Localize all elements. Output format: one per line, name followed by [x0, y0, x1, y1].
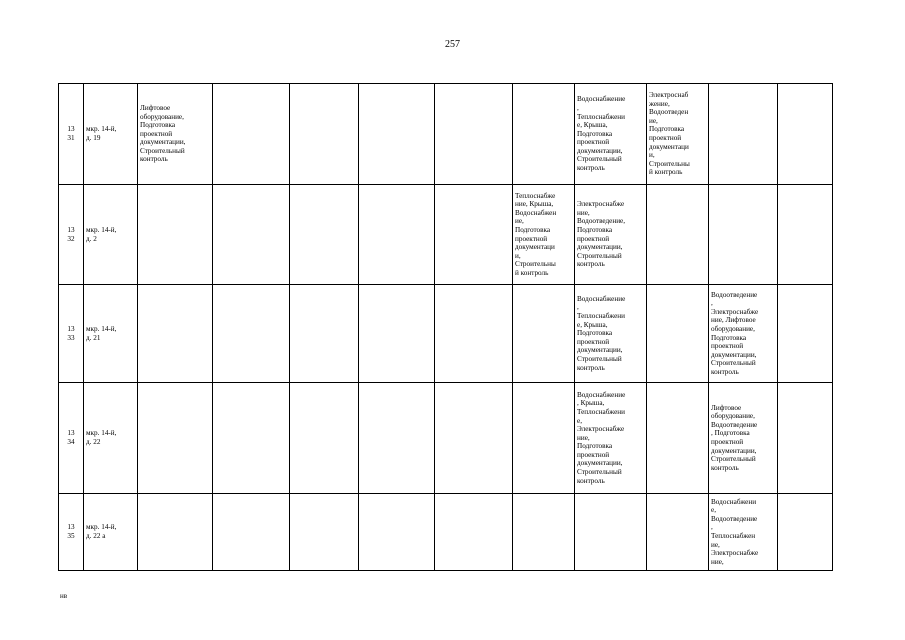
table-row — [59, 285, 833, 383]
work-cell: Водоснабжение , Теплоснабжени е, Крыша, Подготовка проектной документации, Строительный контроль — [575, 285, 647, 383]
work-cell: Водоснабжени е, Водоотведение , Теплоснабжен ие, Электроснабже ние, — [709, 494, 778, 571]
work-cell — [359, 285, 435, 383]
work-cell: Лифтовое оборудование, Подготовка проектной документации, Строительный контроль — [138, 84, 213, 185]
work-cell: Электроснаб жение, Водоотведен ие, Подготовка проектной документаци и, Строительны й контроль — [647, 84, 709, 185]
table-row — [59, 185, 833, 285]
table-row — [59, 84, 833, 185]
work-cell — [435, 383, 513, 494]
work-cell: Лифтовое оборудование, Водоотведение , Подготовка проектной документации, Строительный контроль — [709, 383, 778, 494]
work-cell — [778, 494, 833, 571]
work-cell — [778, 383, 833, 494]
work-cell — [778, 285, 833, 383]
row-number-cell: 13 31 — [59, 84, 84, 185]
work-cell — [138, 185, 213, 285]
work-cell — [435, 285, 513, 383]
work-cell — [647, 185, 709, 285]
work-schedule-table — [58, 83, 833, 571]
work-cell — [213, 494, 290, 571]
address-cell: мкр. 14-й, д. 22 — [84, 383, 138, 494]
row-number-cell: 13 33 — [59, 285, 84, 383]
work-cell — [213, 285, 290, 383]
work-cell — [290, 84, 359, 185]
work-cell — [647, 383, 709, 494]
work-cell — [778, 185, 833, 285]
work-cell — [359, 185, 435, 285]
work-cell — [138, 383, 213, 494]
work-cell — [138, 285, 213, 383]
address-cell: мкр. 14-й, д. 21 — [84, 285, 138, 383]
table-row — [59, 383, 833, 494]
work-cell — [213, 185, 290, 285]
work-cell: Водоотведение , Электроснабже ние, Лифтовое оборудование, Подготовка проектной документации, Строительный контроль — [709, 285, 778, 383]
work-cell — [435, 185, 513, 285]
row-number-cell: 13 35 — [59, 494, 84, 571]
work-cell — [513, 285, 575, 383]
work-cell — [513, 383, 575, 494]
work-cell — [290, 185, 359, 285]
work-cell — [359, 84, 435, 185]
work-cell — [513, 84, 575, 185]
address-cell: мкр. 14-й, д. 2 — [84, 185, 138, 285]
work-cell — [290, 383, 359, 494]
work-cell — [213, 84, 290, 185]
work-cell — [778, 84, 833, 185]
work-cell — [647, 494, 709, 571]
row-number-cell: 13 34 — [59, 383, 84, 494]
work-cell: Теплоснабже ние, Крыша, Водоснабжен ие, Подготовка проектной документаци и, Строительны й контроль — [513, 185, 575, 285]
work-cell — [359, 383, 435, 494]
work-cell — [513, 494, 575, 571]
work-cell — [435, 494, 513, 571]
work-cell — [647, 285, 709, 383]
work-cell — [709, 185, 778, 285]
work-cell — [138, 494, 213, 571]
address-cell: мкр. 14-й, д. 19 — [84, 84, 138, 185]
work-cell — [575, 494, 647, 571]
work-cell — [290, 285, 359, 383]
footer-mark: нв — [60, 592, 68, 600]
work-cell — [709, 84, 778, 185]
work-cell — [213, 383, 290, 494]
work-cell — [290, 494, 359, 571]
page-number: 257 — [445, 39, 460, 50]
table-row — [59, 494, 833, 571]
work-cell — [435, 84, 513, 185]
work-cell: Водоснабжение , Крыша, Теплоснабжени е, Электроснабже ние, Подготовка проектной документации, Строительный контроль — [575, 383, 647, 494]
row-number-cell: 13 32 — [59, 185, 84, 285]
work-cell: Электроснабже ние, Водоотведение, Подготовка проектной документации, Строительный контроль — [575, 185, 647, 285]
work-cell — [359, 494, 435, 571]
work-cell: Водоснабжение , Теплоснабжени е, Крыша, Подготовка проектной документации, Строительный контроль — [575, 84, 647, 185]
address-cell: мкр. 14-й, д. 22 а — [84, 494, 138, 571]
